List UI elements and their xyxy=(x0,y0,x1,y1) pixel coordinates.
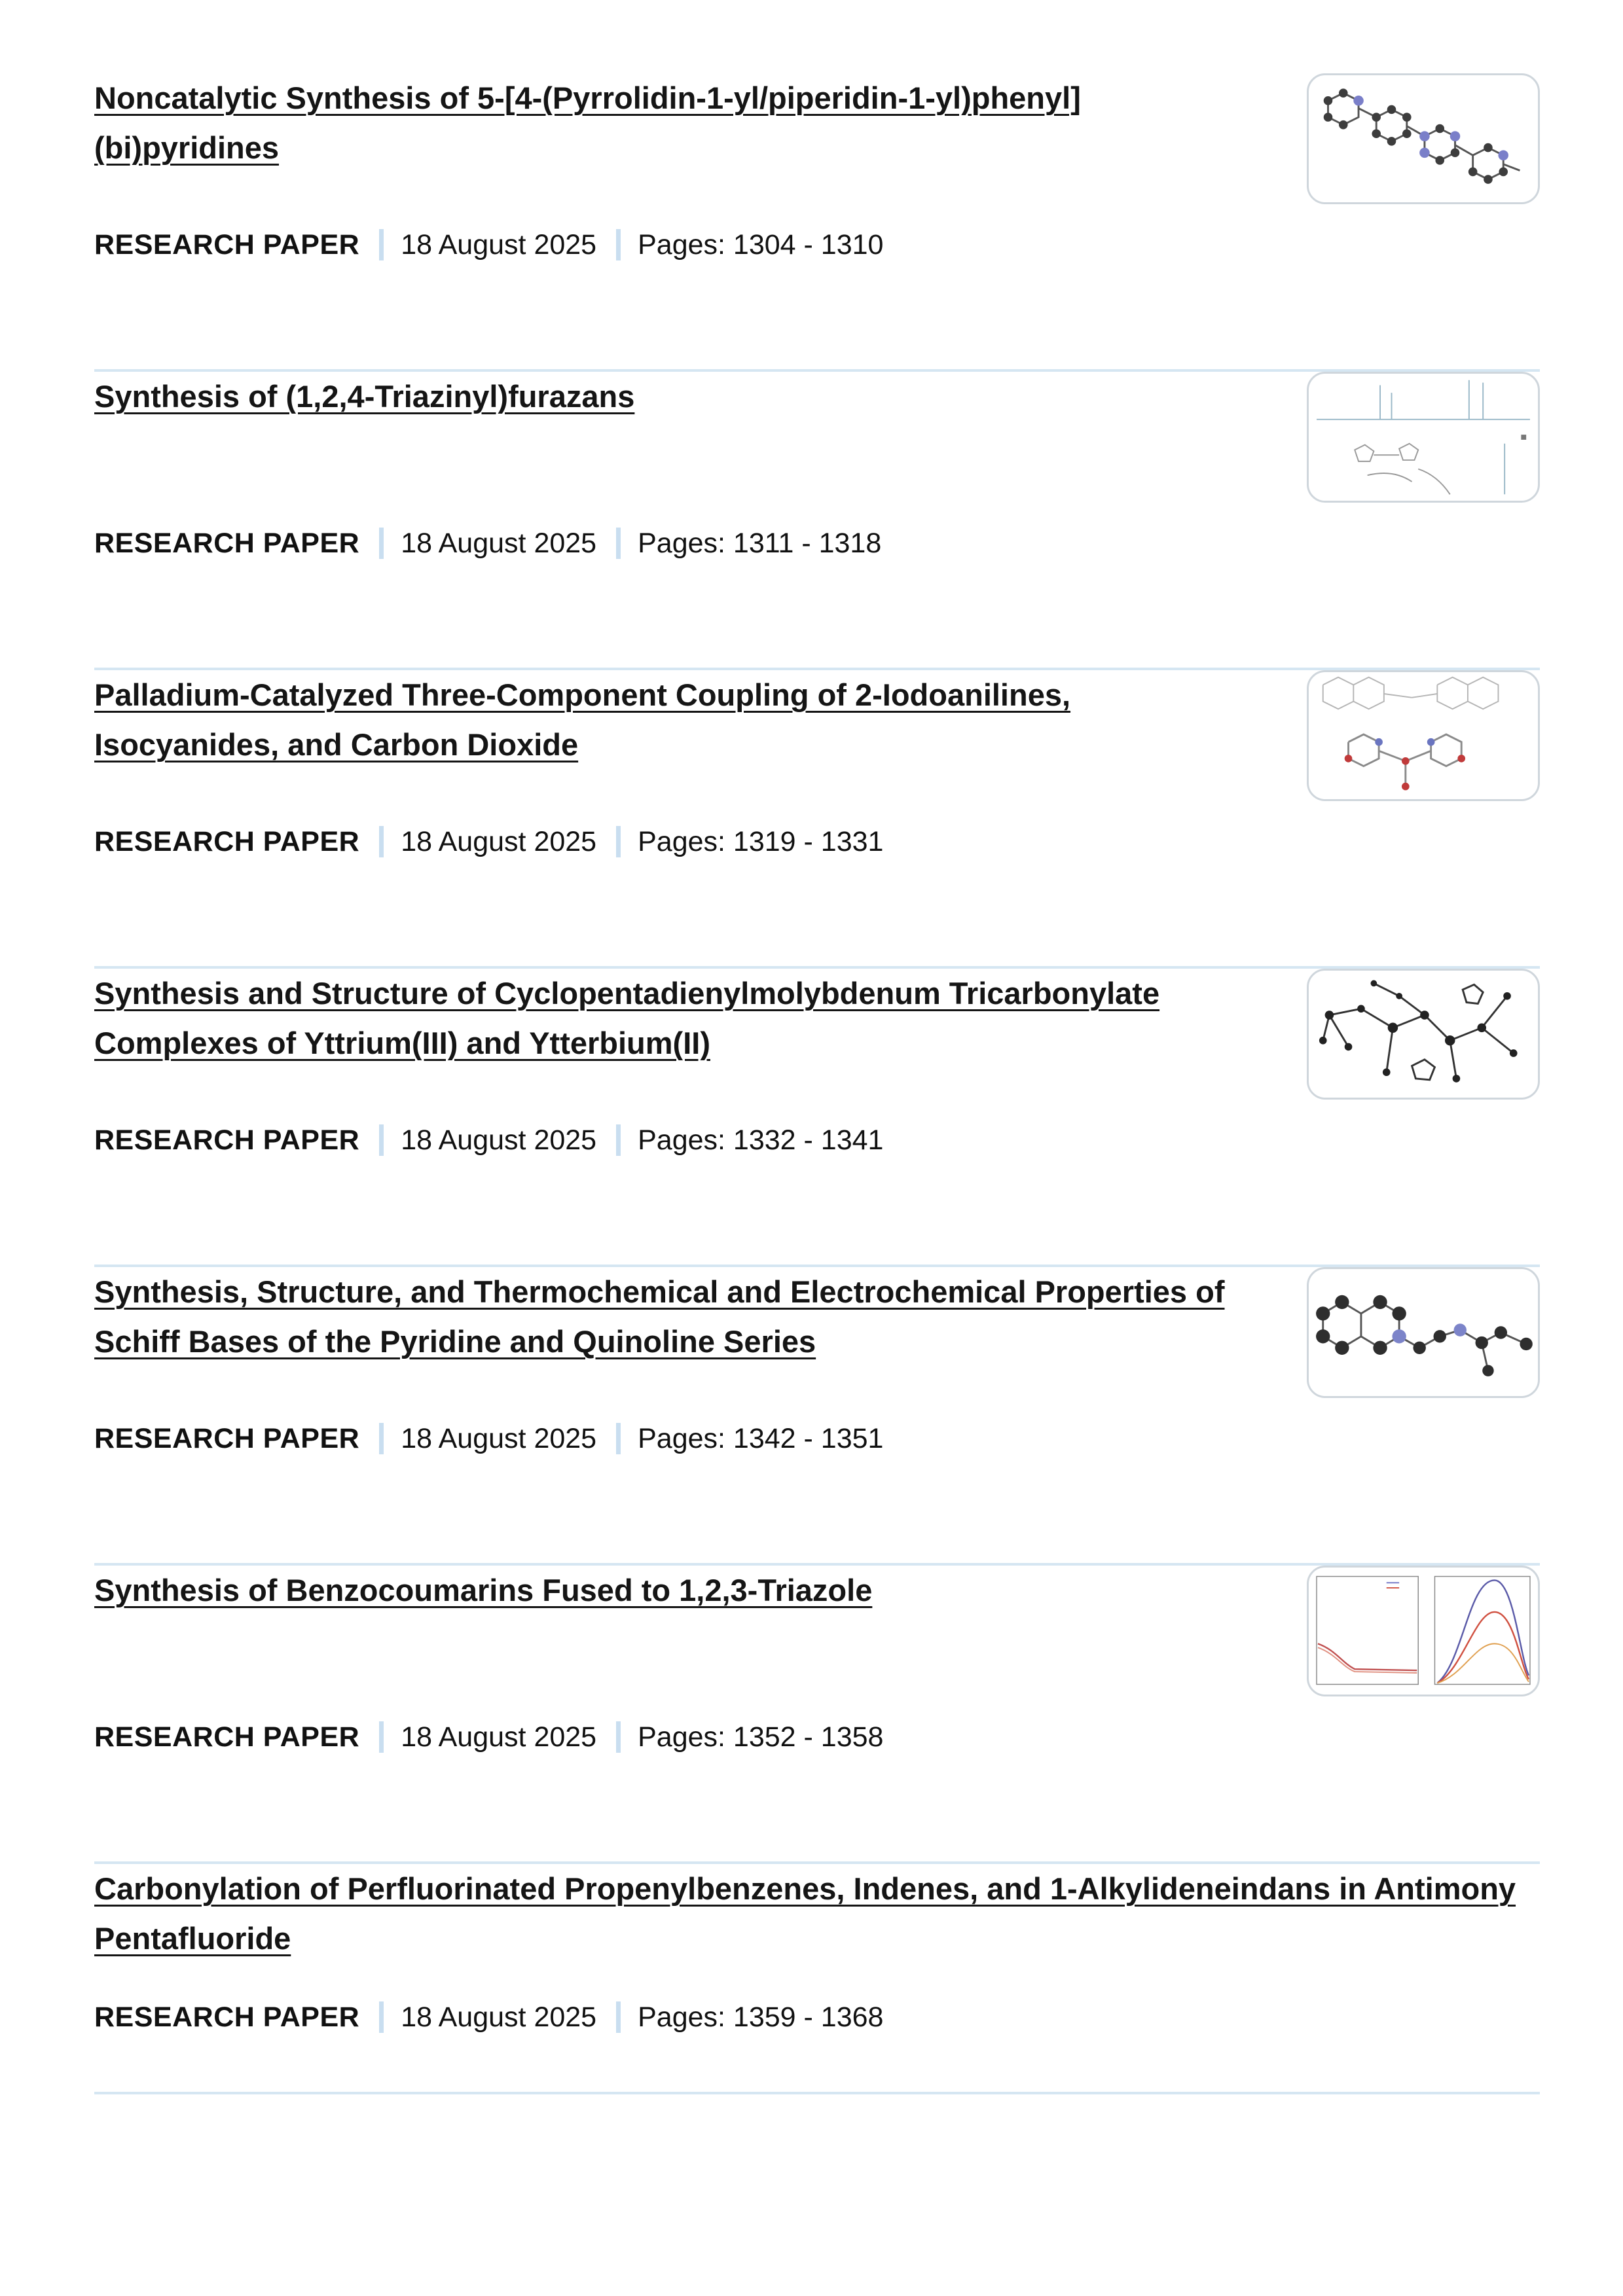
article-meta xyxy=(94,822,883,861)
article-meta xyxy=(94,1998,883,2037)
meta-separator xyxy=(616,826,621,857)
meta-separator xyxy=(379,1124,384,1156)
article-title-link[interactable]: Palladium-Catalyzed Three-Component Coupling of 2-Iodoanilines, Isocyanides, and Carbon Dioxide xyxy=(94,677,1071,762)
article-pages: Pages: 1311 - 1318 xyxy=(638,527,882,559)
meta-separator xyxy=(379,528,384,559)
article-meta xyxy=(94,1121,883,1160)
meta-separator xyxy=(616,229,621,260)
meta-separator xyxy=(379,229,384,260)
article-date: 18 August 2025 xyxy=(401,1721,597,1753)
article-item xyxy=(94,1864,1540,2094)
article-date: 18 August 2025 xyxy=(401,825,597,857)
meta-separator xyxy=(616,1124,621,1156)
absorption-emission-spectra-icon xyxy=(1309,1568,1538,1695)
article-item xyxy=(94,1566,1540,1864)
meta-separator xyxy=(379,1721,384,1753)
article-thumbnail[interactable] xyxy=(1307,372,1540,503)
crystal-structure-icon xyxy=(1309,672,1538,799)
article-item xyxy=(94,670,1540,969)
article-type-label: RESEARCH PAPER xyxy=(94,527,360,559)
article-type-label: RESEARCH PAPER xyxy=(94,1422,360,1454)
article-date: 18 August 2025 xyxy=(401,2001,597,2033)
ortep-complex-icon xyxy=(1309,971,1538,1098)
article-title-link[interactable]: Synthesis of Benzocoumarins Fused to 1,2,3-Triazole xyxy=(94,1573,873,1607)
meta-separator xyxy=(616,1423,621,1454)
article-date: 18 August 2025 xyxy=(401,1422,597,1454)
article-title-link[interactable]: Synthesis and Structure of Cyclopentadienylmolybdenum Tricarbonylate Complexes of Yttrium(III) and Ytterbium(II) xyxy=(94,976,1160,1060)
meta-separator xyxy=(616,1721,621,1753)
article-type-label: RESEARCH PAPER xyxy=(94,1124,360,1156)
article-type-label: RESEARCH PAPER xyxy=(94,2001,360,2033)
article-type-label: RESEARCH PAPER xyxy=(94,825,360,857)
article-pages: Pages: 1359 - 1368 xyxy=(638,2001,884,2033)
meta-separator xyxy=(379,2001,384,2033)
spectrum-scheme-icon xyxy=(1309,374,1538,501)
article-item xyxy=(94,73,1540,372)
article-pages: Pages: 1304 - 1310 xyxy=(638,228,884,260)
molecule-ball-stick-icon xyxy=(1309,75,1538,202)
article-thumbnail[interactable] xyxy=(1307,73,1540,204)
article-type-label: RESEARCH PAPER xyxy=(94,1721,360,1753)
article-date: 18 August 2025 xyxy=(401,228,597,260)
meta-separator xyxy=(616,2001,621,2033)
article-item xyxy=(94,969,1540,1267)
article-thumbnail[interactable] xyxy=(1307,969,1540,1100)
article-thumbnail[interactable] xyxy=(1307,1566,1540,1696)
article-thumbnail[interactable] xyxy=(1307,1267,1540,1398)
article-item xyxy=(94,372,1540,670)
meta-separator xyxy=(379,826,384,857)
article-title-link[interactable]: Noncatalytic Synthesis of 5-[4-(Pyrrolidin-1-yl/piperidin-1-yl)phenyl](bi)pyridines xyxy=(94,81,1081,165)
article-meta xyxy=(94,524,881,563)
article-title-link[interactable]: Carbonylation of Perfluorinated Propenylbenzenes, Indenes, and 1-Alkylideneindans in Antimony Pentafluoride xyxy=(94,1871,1516,1956)
article-date: 18 August 2025 xyxy=(401,1124,597,1156)
meta-separator xyxy=(379,1423,384,1454)
article-meta xyxy=(94,1419,883,1458)
article-thumbnail[interactable] xyxy=(1307,670,1540,801)
article-meta xyxy=(94,225,883,264)
article-divider xyxy=(94,2092,1540,2094)
article-title-link[interactable]: Synthesis of (1,2,4-Triazinyl)furazans xyxy=(94,379,635,414)
article-pages: Pages: 1332 - 1341 xyxy=(638,1124,884,1156)
article-title-link[interactable]: Synthesis, Structure, and Thermochemical and Electrochemical Properties of Schiff Bases of the Pyridine and Quinoline Series xyxy=(94,1274,1225,1359)
article-meta xyxy=(94,1717,883,1757)
quinoline-molecule-icon xyxy=(1309,1269,1538,1396)
article-pages: Pages: 1342 - 1351 xyxy=(638,1422,884,1454)
article-pages: Pages: 1319 - 1331 xyxy=(638,825,884,857)
article-type-label: RESEARCH PAPER xyxy=(94,228,360,260)
meta-separator xyxy=(616,528,621,559)
article-pages: Pages: 1352 - 1358 xyxy=(638,1721,884,1753)
article-item xyxy=(94,1267,1540,1566)
article-date: 18 August 2025 xyxy=(401,527,597,559)
